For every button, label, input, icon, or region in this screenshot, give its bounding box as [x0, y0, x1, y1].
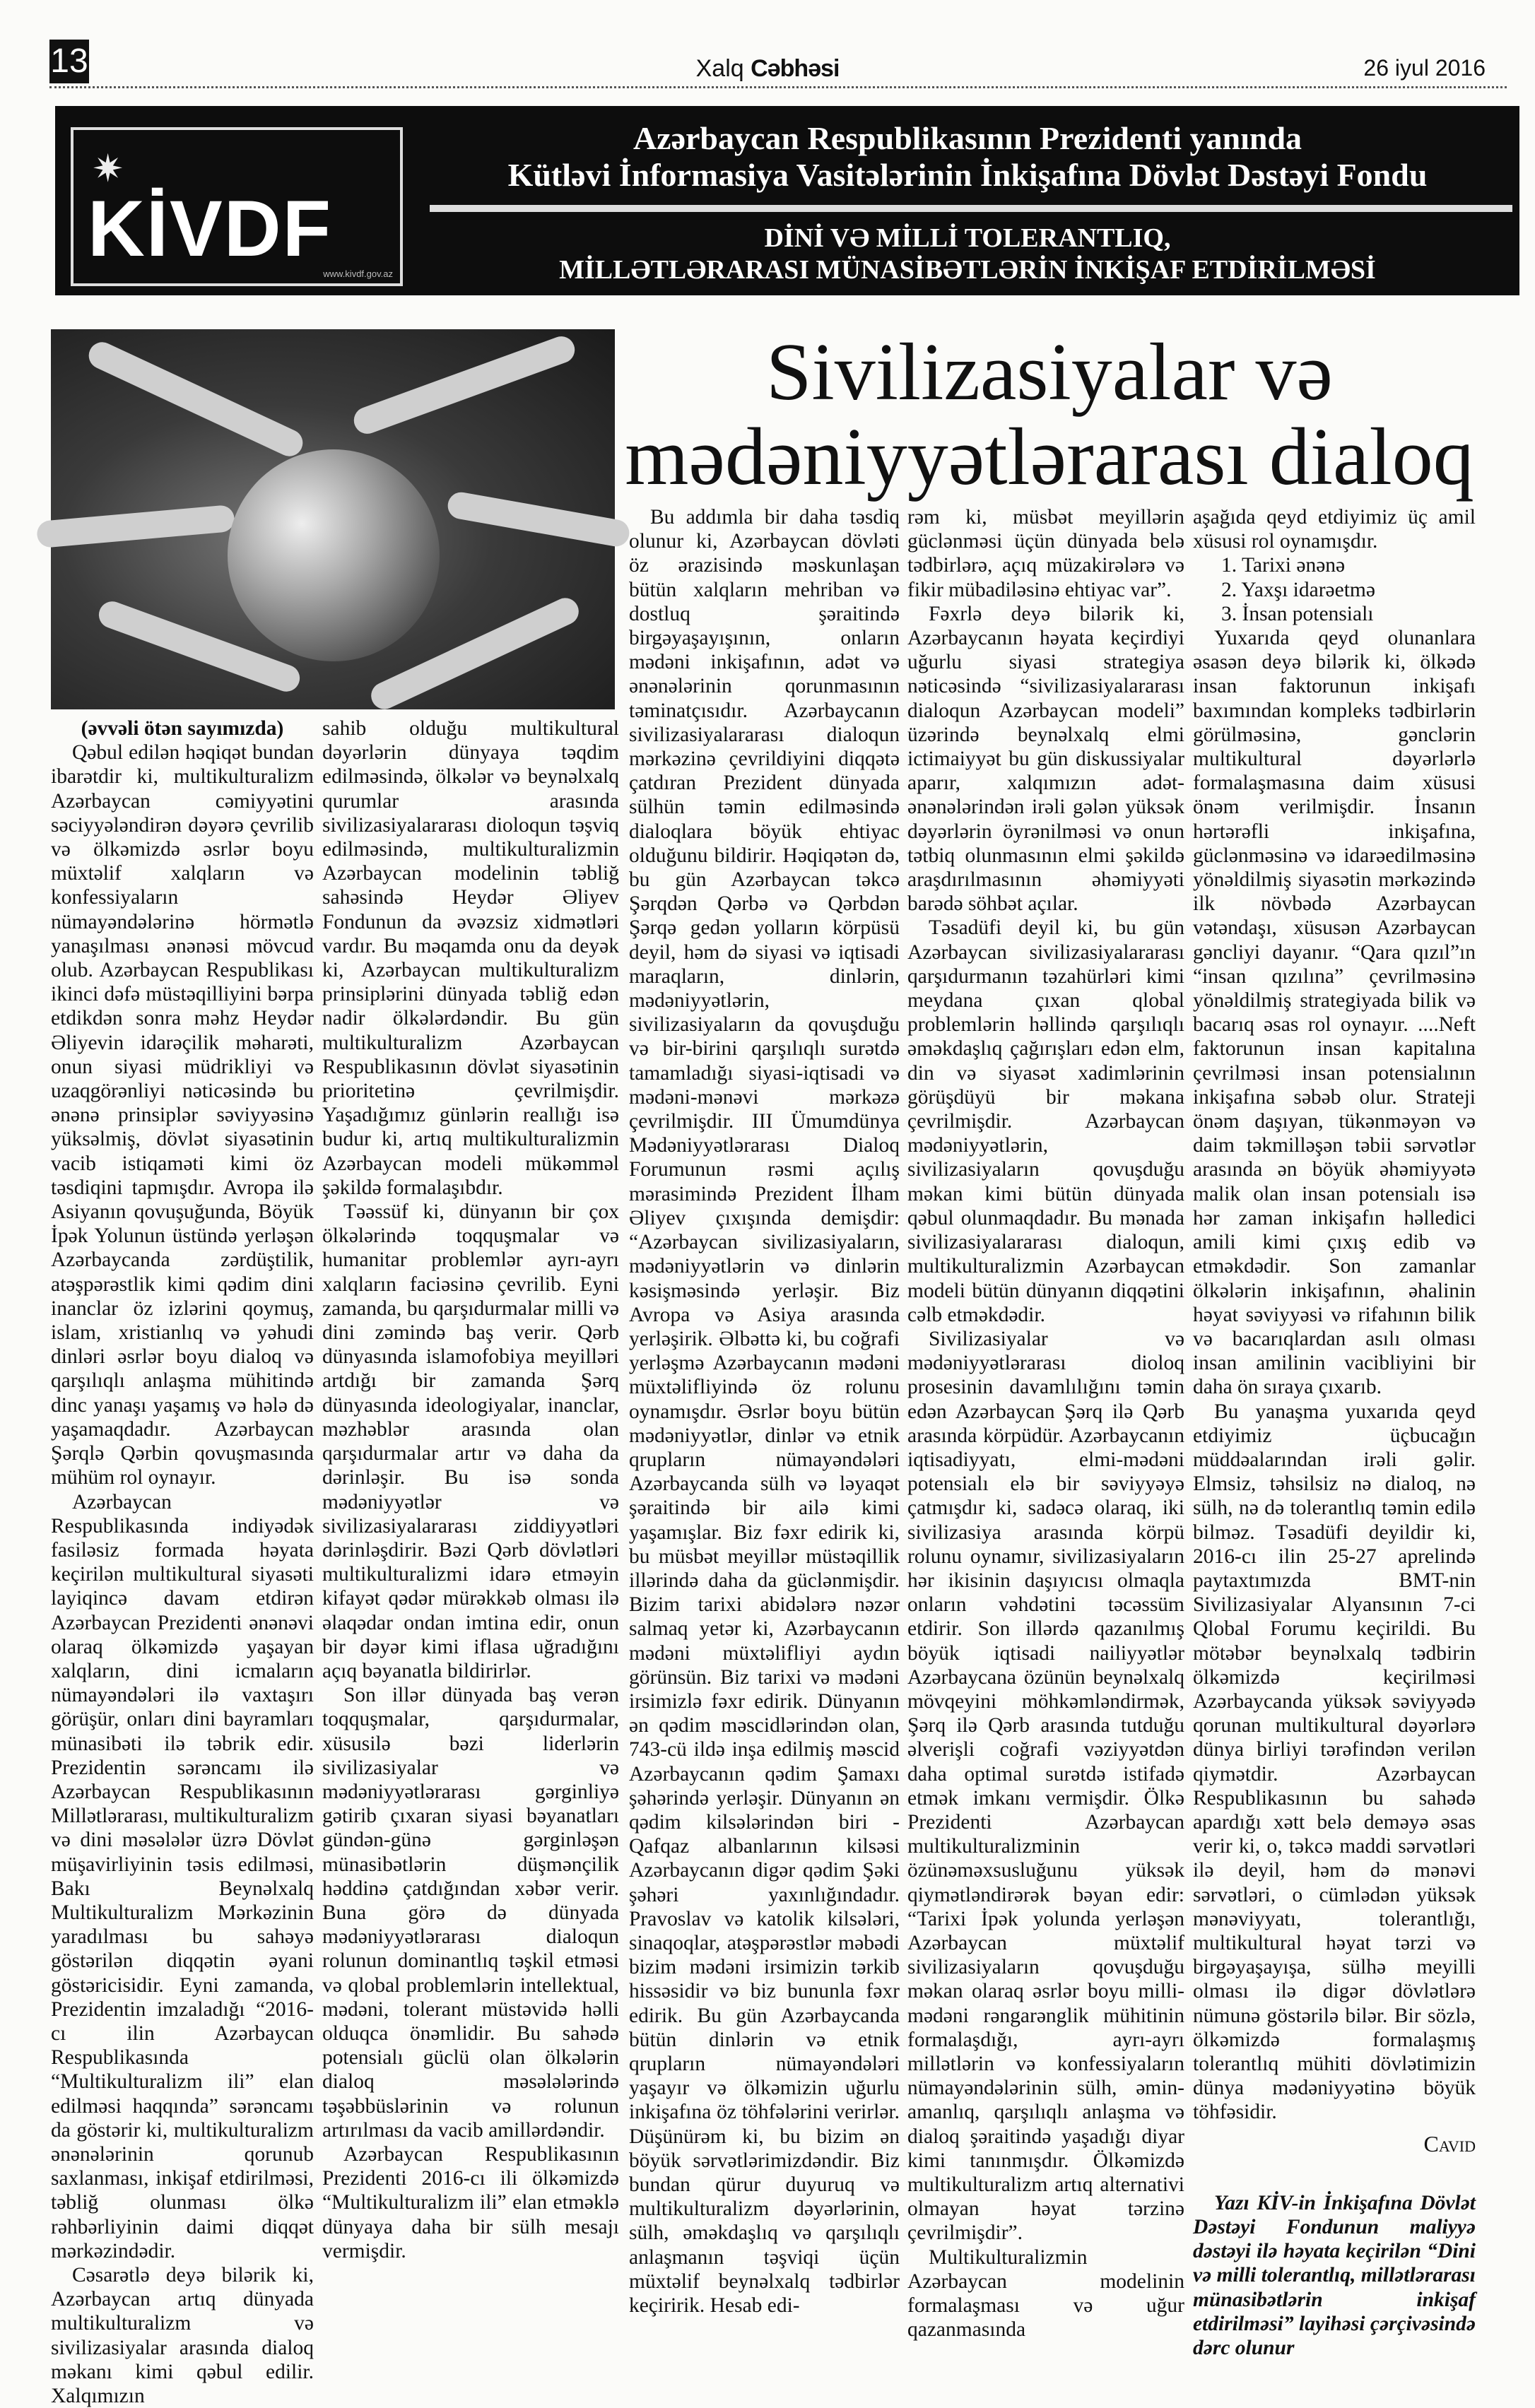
banner-line-3: DİNİ VƏ MİLLİ TOLERANTLIQ,: [764, 223, 1171, 253]
list-item: 2. Yaxşı idarəetmə: [1221, 578, 1375, 601]
article-column-2: [322, 716, 619, 2278]
funding-note: Yazı KİV-in İnkişafına Dövlət Dəstəyi Fondunun maliyyə dəstəyi ilə həyata keçirilən “Dini və milli tolerantlıq, millətlərarası münasibətlərin inkişaf etdirilməsi” layihəsi çərçivəsində dərc olunur: [1193, 2191, 1476, 2360]
globe: [228, 449, 440, 661]
article-column-4: [907, 505, 1184, 2342]
paragraph: Fəxrlə deyə bilərik ki, Azərbaycanın həyata keçirdiyi uğurlu siyasi strategiya nəticəsində “sivilizasiyalararası dialoqun Azərbaycan modeli” üzərində beynəlxalq elmi ictimaiyyət bu gün diskussiyalar aparır, xalqımızın adət-ənənələrindən irəli gələn yüksək dəyərlərin öyrənilməsi və onun tətbiq olunmasının elmi şəkildə araşdırılmasının əhəmiyyəti barədə söhbət açılar.: [907, 602, 1184, 916]
paragraph: Azərbaycan Respublikasında indiyədək fasiləsiz formada həyata keçirilən multikultural siyasəti layiqincə davam etdirən Azərbaycan Prezidenti ənənəvi olaraq ölkəmizdə yaşayan xalqların, dini icmaların nümayəndələri ilə vaxtaşırı görüşür, onları dini bayramları münasibəti ilə təbrik edir. Prezidentin sərəncamı ilə Azərbaycan Respublikasının Millətlərarası, multikulturalizm və dini məsələlər üzrə Dövlət müşavirliyinin təsis edilməsi, Bakı Beynəlxalq Multikulturalizm Mərkəzinin yaradılması bu sahəyə göstərilən diqqətin əyani göstəricisidir. Eyni zamanda, Prezidentin imzaladığı “2016-cı ilin Azərbaycan Respublikasında “Multikulturalizm ili” elan edilməsi haqqında” sərəncamı da göstərir ki, multikulturalizm ənənələrinin qorunub saxlanması, inkişaf etdirilməsi, təbliğ olunması ölkə rəhbərliyinin daimi diqqət mərkəzindədir.: [51, 1490, 314, 2262]
logo-text: KİVDF: [88, 184, 332, 273]
issue-date: 26 iyul 2016: [1363, 55, 1486, 81]
continued-note: (əvvəli ötən sayımızda): [81, 717, 284, 740]
paragraph: Yuxarıda qeyd olunanlara əsasən deyə bilərik ki, ölkədə insan faktorunun inkişafı baxımından kompleks tədbirlərin görülməsinə, gənclərin multikultural dəyərlərlə formalaşmasına daim xüsusi önəm verilmişdir. İnsanın hərtərəfli inkişafına, güclənməsinə və idarəedilməsinə yönəldilmiş siyasətin mərkəzində ilk növbədə Azərbaycan vətəndaşı, xüsusən Azərbaycan gəncliyi dayanır. “Qara qızıl”ın “insan qızılına” çevrilməsinə yönəldilmiş strategiyada bilik və bacarıq əsas rol oynayır. ....Neft faktorunun insan kapitalına çevrilməsi insan potensialının inkişafına səbəb olur. Strateji önəm daşıyan, tükənməyən və daim təkmilləşən təbii sərvətlər arasında ən böyük əhəmiyyətə malik olan insan potensialı isə hər zaman inkişafın həlledici amili kimi çıxış edib və etməkdədir. Son zamanlar ölkələrin inkişafının, əhalinin həyat səviyyəsi və rifahının bilik və bacarıqlardan asılı olması insan amilinin vacibliyini bir daha ön sıraya çıxarıb.: [1193, 627, 1476, 1399]
paragraph: Bu yanaşma yuxarıda qeyd etdiyimiz üçbucağın müddəalarından irəli gəlir. Elmsiz, təhsilsiz nə dialoq, nə sülh, nə də tolerantlıq təmin edilə bilməz. Təsadüfi deyildir ki, 2016-cı ilin 25-27 aprelində paytaxtımızda BMT-nin Sivilizasiyalar Alyansının 7-ci Qlobal Forumu keçirildi. Bu mötəbər beynəlxalq tədbirin ölkəmizdə keçirilməsi Azərbaycanda yüksək səviyyədə qorunan multikultural dəyərlərə dünya birliyi tərəfindən verilən qiymətdir. Azərbaycan Respublikasının bu sahədə apardığı xətt belə deməyə əsas verir ki, o, təkcə maddi sərvətləri ilə deyil, həm də mənəvi sərvətləri, o cümlədən yüksək mənəviyyatı, tolerantlığı, multikultural həyat tərzi və birgəyaşayışa, sülhə meyilli olması ilə digər dövlətlərə nümunə göstərilə bilər. Bir sözlə, ölkəmizdə formalaşmış tolerantlıq mühiti dövlətimizin dünya mədəniyyətinə böyük töhfəsidir.: [1193, 1400, 1476, 2124]
paragraph: sahib olduğu multikultural dəyərlərin dünyaya təqdim edilməsində, ölkələr və beynəlxalq qurumlar arasında sivilizasiyalararası dioloqun təşviq edilməsində, multikulturalizmin Azərbaycan modelinin təbliğ sahəsində Heydər Əliyev Fondunun da əvəzsiz xidmətləri vardır. Bu məqamda onu da deyək ki, Azərbaycan multikulturalizm prinsiplərini dünyada təbliğ edən nadir ölkələrdəndir. Bu gün multikulturalizm Azərbaycan Respublikasının dövlət siyasətinin prioritetinə çevrilmişdir. Yaşadığımız günlərin reallığı isə budur ki, artıq multikulturalizmin Azərbaycan modeli mükəmməl şəkildə formalaşıbdır.: [322, 717, 619, 1199]
arm-shape: [36, 504, 235, 548]
paragraph: Sivilizasiyalar və mədəniyyətlərarası dioloq prosesinin davamlılığını təmin edən Azərbaycan Şərq ilə Qərb arasında körpüdür. Azərbaycanın iqtisadiyyatı, elmi-mədəni potensialı elə bir səviyyəyə çatmışdır ki, sadəcə olaraq, iki sivilizasiya arasında körpü rolunu oynamır, sivilizasiyaların hər ikisinin daşıyıcısı olmaqla onların vəhdətini təcəssüm etdirir. Son illərdə qazanılmış böyük iqtisadi nailiyyətlər Azərbaycana özünün beynəlxalq mövqeyini möhkəmləndirmək, Şərq ilə Qərb arasında tutduğu əlverişli coğrafi vəziyyətdən daha optimal surətdə istifadə etmək imkanı vermişdir. Ölkə Prezidenti Azərbaycan multikulturalizminin özünəməxsusluğunu yüksək qiymətləndirərək bəyan edir: “Tarixi İpək yolunda yerləşən Azərbaycan müxtəlif sivilizasiyaların qovuşduğu məkan olaraq əsrlər boyu milli-mədəni rəngarənglik mühitinin formalaşdığı, ayrı-ayrı millətlərin və konfessiyaların nümayəndələrinin sülh, əmin-amanlıq, qarşılıqlı anlaşma və dialoq şəraitində yaşadığı diyar kimi tanınmışdır. Ölkəmizdə multikulturalizm artıq alternativi olmayan həyat tərzinə çevrilmişdir”.: [907, 1327, 1184, 2245]
kivdf-logo: [71, 127, 403, 286]
newspaper-name-light: Xalq: [695, 55, 744, 82]
article-title-line-2: mədəniyyətlərarası dialoq: [625, 412, 1474, 502]
paragraph: Bu addımla bir daha təsdiq olunur ki, Azərbaycan dövləti öz ərazisində məskunlaşan bütün xalqların mehriban və dostluq şəraitində birgəyaşayışının, onların mədəni inkişafının, adət və ənənələrinin qorunmasının təminatçısıdır. Azərbaycanın sivilizasiyalararası dialoqun mərkəzinə çevrildiyini diqqətə çatdıran Prezident dünyada sülhün təmin edilməsində dialoqlara böyük ehtiyac olduğunu bildirir. Həqiqətən də, bu gün Azərbaycan təkcə Şərqdən Qərbə və Qərbdən Şərqə gedən yolların körpüsü deyil, həm də siyasi və iqtisadi maraqların, dinlərin, mədəniyyətlərin, sivilizasiyaların da qovuşduğu və bir-birini qarşılıqlı surətdə tamamladığı siyasi-iqtisadi və mədəni-mənəvi mərkəzə çevrilmişdir. III Ümumdünya Mədəniyyətlərarası Dialoq Forumunun rəsmi açılış mərasimində Prezident İlham Əliyev çıxışında demişdir: “Azərbaycan sivilizasiyaların, mədəniyyətlərin və dinlərin kəsişməsində yerləşir. Biz Avropa və Asiya arasında yerləşirik. Əlbəttə ki, bu coğrafi yerləşmə Azərbaycanın mədəni müxtəlifliyində öz rolunu oynamışdır. Əsrlər boyu bütün mədəniyyətlər, dinlər və etnik qrupların nümayəndələri Azərbaycanda sülh və ləyaqət şəraitində bir ailə kimi yaşamışlar. Biz fəxr edirik ki, bu müsbət meyillər müstəqillik illərində daha da güclənmişdir. Bizim tarixi abidələrə nəzər salmaq yetər ki, Azərbaycanın mədəni müxtəlifliyi aydın görünsün. Biz tarixi və mədəni irsimizlə fəxr edirik. Dünyanın ən qədim məscidlərindən olan, 743-cü ildə inşa edilmiş məscid Azərbaycanın qədim Şamaxı şəhərində yerləşir. Dünyanın ən qədim kilsələrindən biri - Qafqaz albanlarının kilsəsi Azərbaycanın digər qədim Şəki şəhəri yaxınlığındadır. Pravoslav və katolik kilsələri, sinaqoqlar, atəşpərəstlər məbədi bizim mədəni irsimizin tərkib hissəsidir və biz bununla fəxr edirik. Bu gün Azərbaycanda bütün dinlərin və etnik qrupların nümayəndələri yaşayır və ölkəmizin uğurlu inkişafına öz töhfələrini verirlər. Düşünürəm ki, bu bizim ən böyük sərvətlərimizdəndir. Biz bundan qürur duyuruq və multikulturalizm dəyərlərinin, sülh, əməkdaşlıq və qarşılıqlı anlaşmanın təşviqi üçün müxtəlif beynəlxalq tədbirlər keçiririk. Hesab edi-: [629, 506, 900, 2318]
article-title-line-2-wrap: [622, 413, 1477, 502]
banner-divider: [430, 205, 1512, 212]
arm-shape: [84, 338, 307, 461]
banner-line-2-wrap: [423, 157, 1512, 194]
paragraph: Multikulturalizmin Azərbaycan modelinin formalaşması və uğur qazanmasında: [907, 2245, 1184, 2342]
banner-line-2: Kütləvi İnformasiya Vasitələrinin İnkişafına Dövlət Dəstəyi Fondu: [507, 157, 1428, 193]
newspaper-name: [0, 55, 1535, 83]
article-title-line-1: Sivilizasiyalar və: [765, 327, 1334, 418]
page-number: 13: [49, 40, 89, 83]
globe-hands-photo: [51, 329, 615, 709]
arm-shape: [446, 490, 632, 549]
kivdf-banner: [55, 106, 1519, 295]
arm-shape: [350, 333, 578, 438]
banner-line-4-wrap: [423, 254, 1512, 285]
paragraph: Cəsarətlə deyə bilərik ki, Azərbaycan artıq dünyada multikulturalizm və sivilizasiyalar arasında dialoq məkanı kimi qəbul edilir. Xalqımızın: [51, 2264, 314, 2408]
banner-line-1-wrap: [423, 120, 1512, 157]
paragraph: Təsadüfi deyil ki, bu gün Azərbaycan sivilizasiyalararası qarşıdurmanın təzahürləri kimi meydana çıxan qlobal problemlərin həllində qarşılıqlı əməkdaşlıq çağırışları edən elm, din və siyasət xadimlərinin görüşdüyü bir məkana çevrilmişdir. Azərbaycan mədəniyyətlərin, sivilizasiyaların qovuşduğu məkan kimi bütün dünyada qəbul olunmaqdadır. Bu mənada sivilizasiyalararası dialoqun, multikulturalizmin Azərbaycan modeli bütün dünyanın diqqətini cəlb etməkdədir.: [907, 916, 1184, 1326]
paragraph: Azərbaycan Respublikasının Prezidenti 2016-cı ili ölkəmizdə “Multikulturalizm ili” elan etməklə dünyaya daha bir sülh mesajı vermişdir.: [322, 2142, 619, 2262]
banner-line-1: Azərbaycan Respublikasının Prezidenti yanında: [633, 120, 1302, 156]
logo-url: www.kivdf.gov.az: [323, 268, 393, 279]
paragraph: aşağıda qeyd etdiyimiz üç amil xüsusi rol oynamışdır.: [1193, 506, 1476, 553]
paragraph: rəm ki, müsbət meyillərin güclənməsi üçün dünyada belə tədbirlərə, açıq müzakirələrə və fikir mübadiləsinə ehtiyac var”.: [907, 506, 1184, 601]
article-column-3: [629, 505, 900, 2318]
paragraph: Qəbul edilən həqiqət bundan ibarətdir ki, multikulturalizm Azərbaycan cəmiyyətini səciyyələndirən dəyərə çevrilib və ölkəmizdə əsrlər boyu müxtəlif xalqların və konfessiyaların nümayəndələrinə hörmətlə yanaşılması ənənəsi mövcud olub. Azərbaycan Respublikası ikinci dəfə müstəqilliyini bərpa etdikdən sonra məhz Heydər Əliyevin idarəçilik məharəti, onun siyasi müdrikliyi və uzaqgörənliyi nəticəsində bu ənənə prinsiplər səviyyəsinə yüksəlmiş, dövlət siyasətinin vacib istiqaməti kimi öz təsdiqini tapmışdır. Avropa ilə Asiyanın qovuşuğunda, Böyük İpək Yolunun üstündə yerləşən Azərbaycanda zərdüştilik, atəşpərəstlik kimi qədim dini inanclar öz izlərini qoymuş, islam, xristianlıq və yəhudi dinləri əsrlər boyu dialoq və qarşılıqlı anlaşma mühitində dinc yanaşı yaşamış və hələ də yaşamaqdadır. Azərbaycan Şərqlə Qərbin qovuşmasında mühüm rol oynayır.: [51, 741, 314, 1489]
banner-line-3-wrap: [423, 223, 1512, 254]
emblem-star-icon: ✷: [92, 148, 124, 190]
banner-line-4: MİLLƏTLƏRARASI MÜNASİBƏTLƏRİN İNKİŞAF ETDİRİLMƏSİ: [559, 255, 1376, 285]
article-column-5: [1193, 505, 1476, 2360]
author-signature: Cavid: [1423, 2130, 1476, 2156]
factor-list: [1193, 553, 1476, 626]
paragraph: Təəssüf ki, dünyanın bir çox ölkələrində toqquşmalar və humanitar problemlər ayrı-ayrı xalqların faciəsinə çevrilib. Eyni zamanda, bu qarşıdurmalar milli və dini zəmində baş verir. Qərb dünyasında islamofobiya meyilləri artdığı bir zamanda Şərq dünyasında ideologiyalar, inanclar, məzhəblər arasında olan qarşıdurmalar artır və daha da dərinləşir. Bu isə sonda mədəniyyətlər və sivilizasiyalararası ziddiyyətləri dərinləşdirir. Bəzi Qərb dövlətləri multikulturalizmi idarə etməyin kifayət qədər mürəkkəb olması ilə əlaqədar ondan imtina edir, onun bir dəyər kimi iflasa uğradığını açıq bəyanatla bildirirlər.: [322, 1200, 619, 1682]
list-item: 1. Tarixi ənənə: [1221, 554, 1346, 577]
newspaper-name-bold: Cəbhəsi: [751, 55, 840, 82]
list-item: 3. İnsan potensialı: [1221, 602, 1374, 625]
header-divider: [49, 86, 1507, 88]
paragraph: Son illər dünyada baş verən toqquşmalar, qarşıdurmalar, xüsusilə bəzi liderlərin sivilizasiyalar və mədəniyyətlərarası gərginliyə gətirib çıxaran siyasi bəyanatları gündən-günə gərginləşən münasibətlərin düşmənçilik həddinə çatdığından xəbər verir. Buna görə də dünyada mədəniyyətlərarası dialoqun rolunun dominantlıq təşkil etməsi və qlobal problemlərin intellektual, mədəni, tolerant müstəvidə həlli olduqca önəmlidir. Bu sahədə potensialı güclü olan ölkələrin dialoq məsələlərində təşəbbüslərinin və rolunun artırılması da vacib amillərdəndir.: [322, 1684, 619, 2142]
article-column-1: [51, 716, 314, 2408]
logo-small-print: [151, 155, 363, 184]
article-title-line-1-wrap: [622, 329, 1477, 417]
